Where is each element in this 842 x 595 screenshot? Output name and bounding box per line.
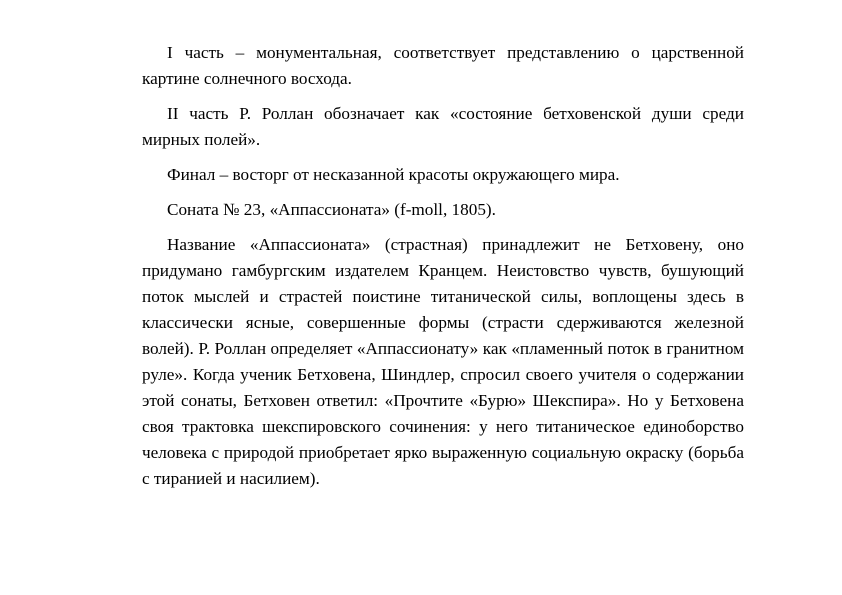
paragraph-sonata-title: Соната № 23, «Аппассионата» (f-moll, 1805). xyxy=(167,200,496,219)
paragraph-appassionata-description: Название «Аппассионата» (страстная) принадлежит не Бетховену, оно придумано гамбургским издателем Кранцем. Неистовство чувств, бушующий поток мыслей и страстей поистине титанической силы, воплощены здесь в классически ясные, совершенные формы (страсти сдерживаются железной волей). Р. Роллан определяет «Аппассионату» как «пламенный поток в гранитном руле». Когда ученик Бетховена, Шиндлер, спросил своего учителя о содержании этой сонаты, Бетховен ответил: «Прочтите «Бурю» Шекспира». Но у Бетховена своя трактовка шекспировского сочинения: у него титаническое единоборство человека с природой приобретает ярко выраженную социальную окраску (борьба с тиранией и насилием). xyxy=(142,235,744,488)
document-body xyxy=(142,40,744,501)
paragraph-part-one: I часть – монументальная, соответствует представлению о царственной картине солнечного восхода. xyxy=(142,43,744,88)
paragraph-finale: Финал – восторг от несказанной красоты окружающего мира. xyxy=(167,165,620,184)
paragraph-part-two: II часть Р. Роллан обозначает как «состояние бетховенской души среди мирных полей». xyxy=(142,104,744,149)
